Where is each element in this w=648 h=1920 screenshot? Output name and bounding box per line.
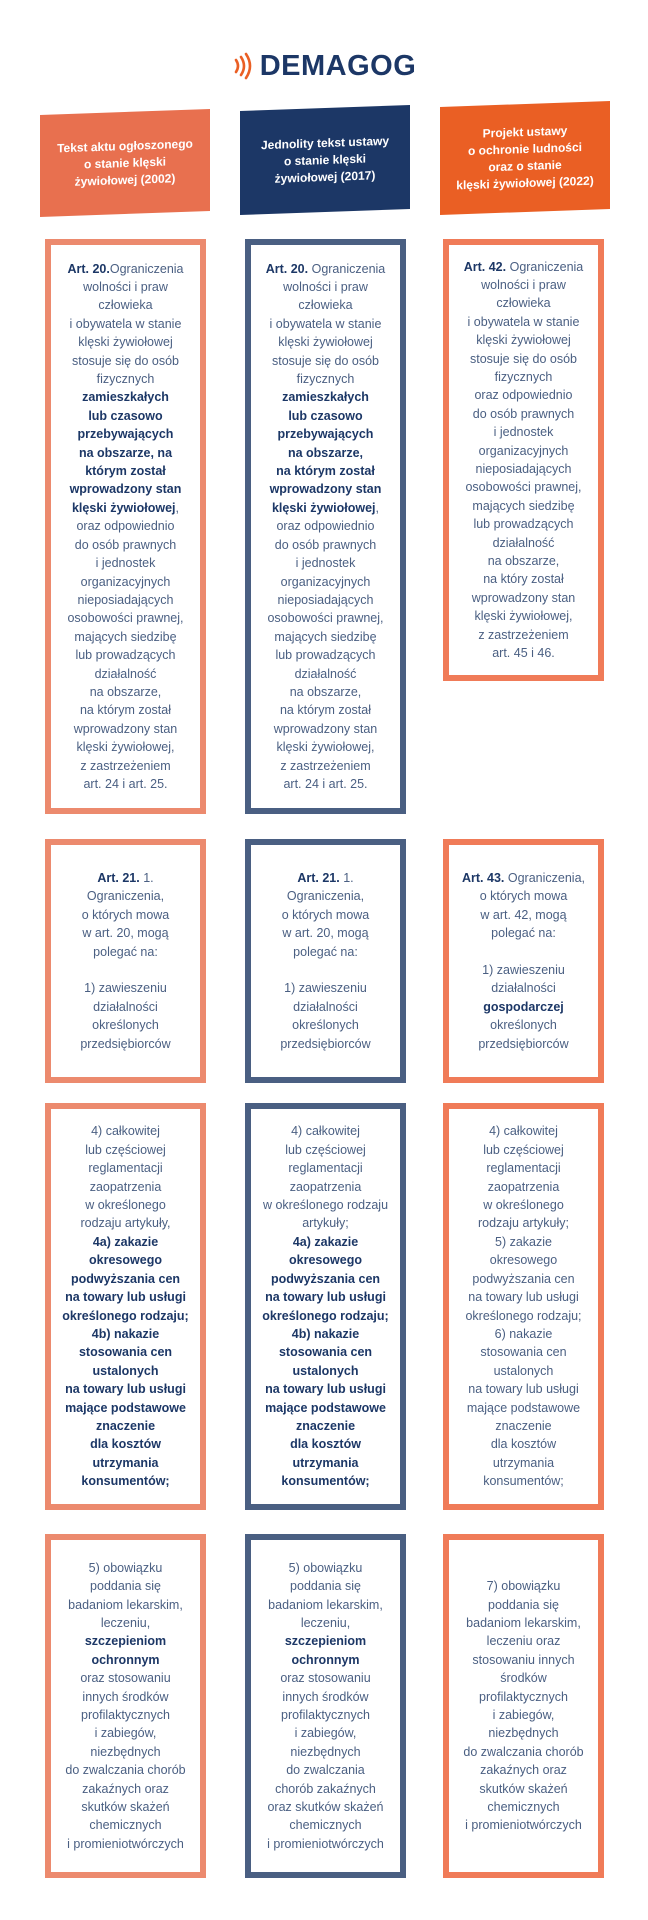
article-text: [266, 260, 386, 794]
article-box: [45, 239, 206, 814]
article-box: [245, 1534, 406, 1878]
bold-text-segment: 4a) zakazie okresowego podwyższania cen na towary lub usługi określonego rodzaju; 4b) nakazie stosowania cen ustalonych na towary lub usługi mające podstawowe znaczenie dla kosztów utrzymania konsumentów;: [262, 1234, 389, 1489]
text-segment: 4) całkowitej lub częściowej reglamentacji zaopatrzenia w określonego rodzaju artykuły;: [262, 1124, 389, 1231]
text-segment: , oraz odpowiednio do osób prawnych i jednostek organizacyjnych nieposiadających osobowości prawnej, mających siedzibę lub prowadzących działalność na obszarze, na którym został wprowadzony stan klęski żywiołowej, z zastrzeżeniem art. 24 i art. 25.: [267, 500, 384, 791]
article-text: [280, 869, 370, 1053]
text-segment: Ograniczenia, o których mowa w art. 42, mogą polegać na: 1) zawieszeniu działalności: [479, 870, 585, 996]
bold-text-segment: Art. 43.: [462, 870, 505, 885]
text-segment: oraz stosowaniu innych środków profilaktycznych i zabiegów, niezbędnych do zwalczania chorób zakaźnych oraz skutków skażeń chemicznych i promieniotwórczych: [65, 1671, 186, 1851]
bold-text-segment: 4a) zakazie okresowego podwyższania cen na towary lub usługi określonego rodzaju; 4b) nakazie stosowania cen ustalonych na towary lub usługi mające podstawowe znaczenie dla kosztów utrzymania konsumentów;: [62, 1234, 189, 1489]
column-title: Jednolity tekst ustawy o stanie klęski żywiołowej (2017): [260, 133, 390, 186]
article-box: [45, 839, 206, 1083]
article-text: [65, 1559, 185, 1854]
text-segment: , oraz odpowiednio do osób prawnych i jednostek organizacyjnych nieposiadających osobowości prawnej, mających siedzibę lub prowadzących działalność na obszarze, na którym został wprowadzony stan klęski żywiołowej, z zastrzeżeniem art. 24 i art. 25.: [67, 500, 184, 791]
article-text: [267, 1559, 384, 1854]
text-segment: 5) obowiązku poddania się badaniom lekarskim, leczeniu,: [268, 1560, 383, 1630]
bold-text-segment: zamieszkałych lub czasowo przebywających na obszarze, na którym został wprowadzony stan klęski żywiołowej: [69, 390, 182, 515]
article-box: [443, 1534, 604, 1878]
article-text: [80, 869, 170, 1053]
text-segment: 4) całkowitej lub częściowej reglamentacji zaopatrzenia w określonego rodzaju artykuły,: [80, 1124, 171, 1231]
article-box: [45, 1103, 206, 1510]
text-segment: 5) obowiązku poddania się badaniom lekarskim, leczeniu,: [68, 1560, 183, 1630]
article-box: [443, 1103, 604, 1510]
text-segment: określonych przedsiębiorców: [478, 1018, 569, 1051]
bold-text-segment: zamieszkałych lub czasowo przebywających na obszarze, na którym został wprowadzony stan klęski żywiołowej: [269, 390, 382, 515]
text-segment: 1. Ograniczenia, o których mowa w art. 20, mogą polegać na: 1) zawieszeniu działalności określonych przedsiębiorców: [280, 870, 371, 1051]
article-text: [464, 258, 584, 663]
article-box: [443, 839, 604, 1083]
article-text: [262, 1122, 388, 1490]
text-segment: 4) całkowitej lub częściowej reglamentacji zaopatrzenia w określonego rodzaju artykuły; 5) zakazie okresowego podwyższania cen na towary lub usługi określonego rodzaju; 6) nakazie stosowania cen ustalonych na towary lub usługi mające podstawowe znaczenie dla kosztów utrzymania konsumentów;: [465, 1124, 582, 1489]
demagog-logo: [0, 48, 648, 84]
column-header-2022: [440, 101, 610, 215]
column-header-2002: [40, 109, 210, 217]
column-header-2017: [240, 105, 410, 215]
text-segment: Ograniczenia wolności i praw człowieka i obywatela w stanie klęski żywiołowej stosuje się do osób fizycznych oraz odpowiednio do osób prawnych i jednostek organizacyjnych nieposiadających osobowości prawnej, mających siedzibę lub prowadzących działalność na obszarze, na który został wprowadzony stan klęski żywiołowej, z zastrzeżeniem art. 45 i 46.: [465, 259, 584, 661]
column-title: Tekst aktu ogłoszonego o stanie klęski żywiołowej (2002): [57, 136, 193, 189]
article-text: [462, 869, 585, 1053]
text-segment: Ograniczenia wolności i praw człowieka i obywatela w stanie klęski żywiołowej stosuje się do osób fizycznych: [269, 261, 386, 387]
article-text: [67, 260, 183, 794]
bold-text-segment: Art. 21.: [297, 870, 340, 885]
text-segment: Ograniczenia wolności i praw człowieka i obywatela w stanie klęski żywiołowej stosuje się do osób fizycznych: [69, 261, 184, 387]
bold-text-segment: szczepieniom ochronnym: [84, 1634, 167, 1667]
bold-text-segment: Art. 20.: [265, 261, 309, 276]
article-box: [245, 839, 406, 1083]
bold-text-segment: Art. 42.: [463, 259, 507, 274]
article-text: [465, 1122, 581, 1490]
article-text: [463, 1577, 583, 1835]
text-segment: 7) obowiązku poddania się badaniom lekarskim, leczeniu oraz stosowaniu innych środków profilaktycznych i zabiegów, niezbędnych do zwalczania chorób zakaźnych oraz skutków skażeń chemicznych i promieniotwórczych: [463, 1579, 584, 1833]
article-box: [245, 239, 406, 814]
text-segment: 1. Ograniczenia, o których mowa w art. 20, mogą polegać na: 1) zawieszeniu działalności określonych przedsiębiorców: [80, 870, 171, 1051]
bold-text-segment: Art. 21.: [97, 870, 140, 885]
article-box: [245, 1103, 406, 1510]
article-box: [443, 239, 604, 681]
logo-text: DEMAGOG: [259, 49, 417, 82]
bold-text-segment: szczepieniom ochronnym: [284, 1634, 367, 1667]
bold-text-segment: Art. 20.: [67, 261, 110, 276]
article-box: [45, 1534, 206, 1878]
bold-text-segment: gospodarczej: [483, 999, 564, 1014]
column-title: Projekt ustawy o ochronie ludności oraz o stanie klęski żywiołowej (2022): [456, 123, 594, 193]
text-segment: oraz stosowaniu innych środków profilaktycznych i zabiegów, niezbędnych do zwalczania chorób zakaźnych oraz skutków skażeń chemicznych i promieniotwórczych: [267, 1671, 384, 1851]
signal-waves-icon: [232, 52, 254, 80]
article-text: [62, 1122, 188, 1490]
